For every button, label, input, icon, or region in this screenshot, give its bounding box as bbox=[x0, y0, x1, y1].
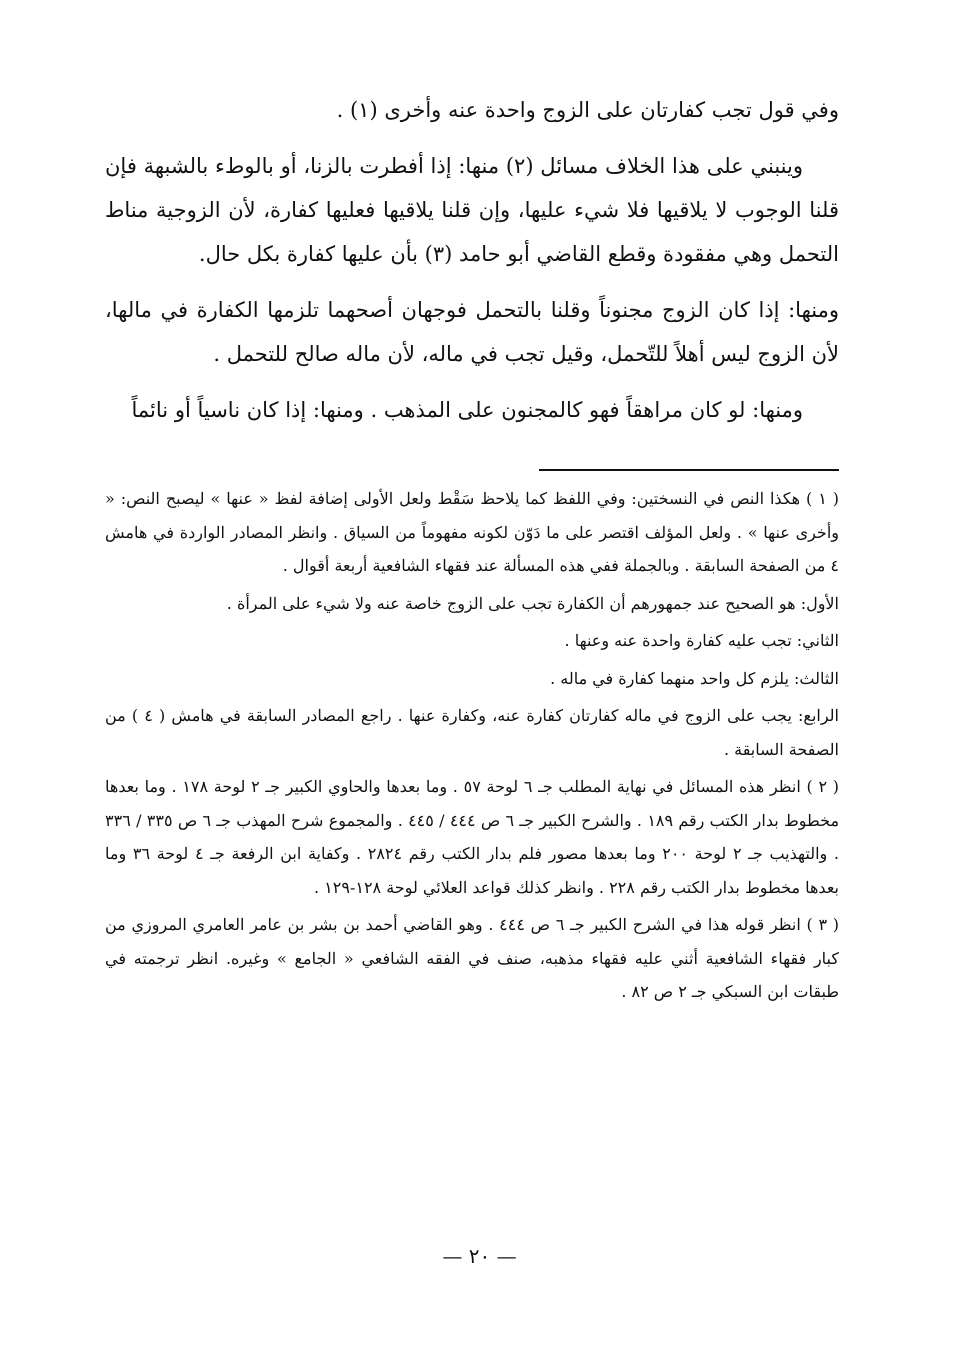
body-paragraph-4: ومنها: لو كان مراهقاً فهو كالمجنون على المذهب . ومنها: إذا كان ناسياً أو نائماً bbox=[131, 398, 803, 422]
footnotes bbox=[105, 482, 839, 1013]
footnote-2: ( ٢ ) انظر هذه المسائل في نهاية المطلب جـ ٦ لوحة ٥٧ . وما بعدها والحاوي الكبير جـ ٢ لوحة ١٧٨ . وما بعدها مخطوط بدار الكتب رقم ١٨٩ . والشرح الكبير جـ ٦ ص ٤٤٤ / ٤٤٥ . والمجموع شرح المهذب جـ ٦ ص ٣٣٥ / ٣٣٦ . والتهذيب جـ ٢ لوحة ٢٠٠ وما بعدها مصور فلم بدار الكتب رقم ٢٨٢٤ . وكفاية ابن الرفعة جـ ٤ لوحة ٣٦ وما بعدها مخطوط بدار الكتب رقم ٢٢٨ . وانظر كذلك قواعد العلائي لوحة ١٢٨-١٢٩ . bbox=[105, 777, 840, 897]
footnote-1-third-view: الثالث: يلزم كل واحد منهما كفارة في ماله . bbox=[550, 668, 839, 688]
body-paragraph-3: ومنها: إذا كان الزوج مجنوناً وقلنا بالتحمل فوجهان أصحهما تلزمها الكفارة في مالها، لأن الزوج ليس أهلاً للتّحمل، وقيل تجب في ماله، لأن ماله صالح للتحمل . bbox=[105, 298, 839, 366]
main-text bbox=[105, 88, 839, 444]
footnote-1-fourth-view: الرابع: يجب على الزوج في ماله كفارتان كفارة عنه، وكفارة عنها . راجع المصادر السابقة في هامش ( ٤ ) من الصفحة السابقة . bbox=[105, 706, 839, 759]
body-paragraph-1: وفي قول تجب كفارتان على الزوج واحدة عنه وأخرى (١) . bbox=[336, 98, 839, 122]
body-paragraph-2: وينبني على هذا الخلاف مسائل (٢) منها: إذا أفطرت بالزنا، أو بالوطء بالشبهة فإن قلنا الوجوب لا يلاقيها فلا شيء عليها، وإن قلنا يلاقيها فعليها كفارة، لأن الزوجية مناط التحمل وهي مفقودة وقطع القاضي أبو حامد (٣) بأن عليها كفارة بكل حال. bbox=[105, 154, 839, 266]
page-number: — ٢٠ — bbox=[442, 1244, 517, 1268]
footnote-1-first-view: الأول: هو الصحيح عند جمهورهم أن الكفارة تجب على الزوج خاصة عنه ولا شيء على المرأة . bbox=[226, 593, 839, 613]
footnote-3: ( ٣ ) انظر قوله هذا في الشرح الكبير جـ ٦ ص ٤٤٤ . وهو القاضي أحمد بن بشر بن عامر العامري المروزي من كبار فقهاء الشافعية أثني عليه فقهاء مذهبه، صنف في الفقه الشافعي « الجامع » وغيره. انظر ترجمته في طبقات ابن السبكي جـ ٢ ص ٨٢ . bbox=[105, 915, 840, 1001]
footnote-1: ( ١ ) هكذا النص في النسختين: وفي اللفظ كما يلاحظ سَقْط ولعل الأولى إضافة لفظ « عنها » ليصبح النص: « وأخرى عنها » . ولعل المؤلف اقتصر على ما دَوّن لكونه مفهوماً من السياق . وانظر المصادر الواردة في هامش ٤ من الصفحة السابقة . وبالجملة ففي هذه المسألة عند فقهاء الشافعية أربعة أقوال . bbox=[105, 489, 840, 575]
footnote-divider bbox=[539, 469, 839, 471]
footnote-1-second-view: الثاني: تجب عليه كفارة واحدة عنه وعنها . bbox=[564, 631, 839, 650]
